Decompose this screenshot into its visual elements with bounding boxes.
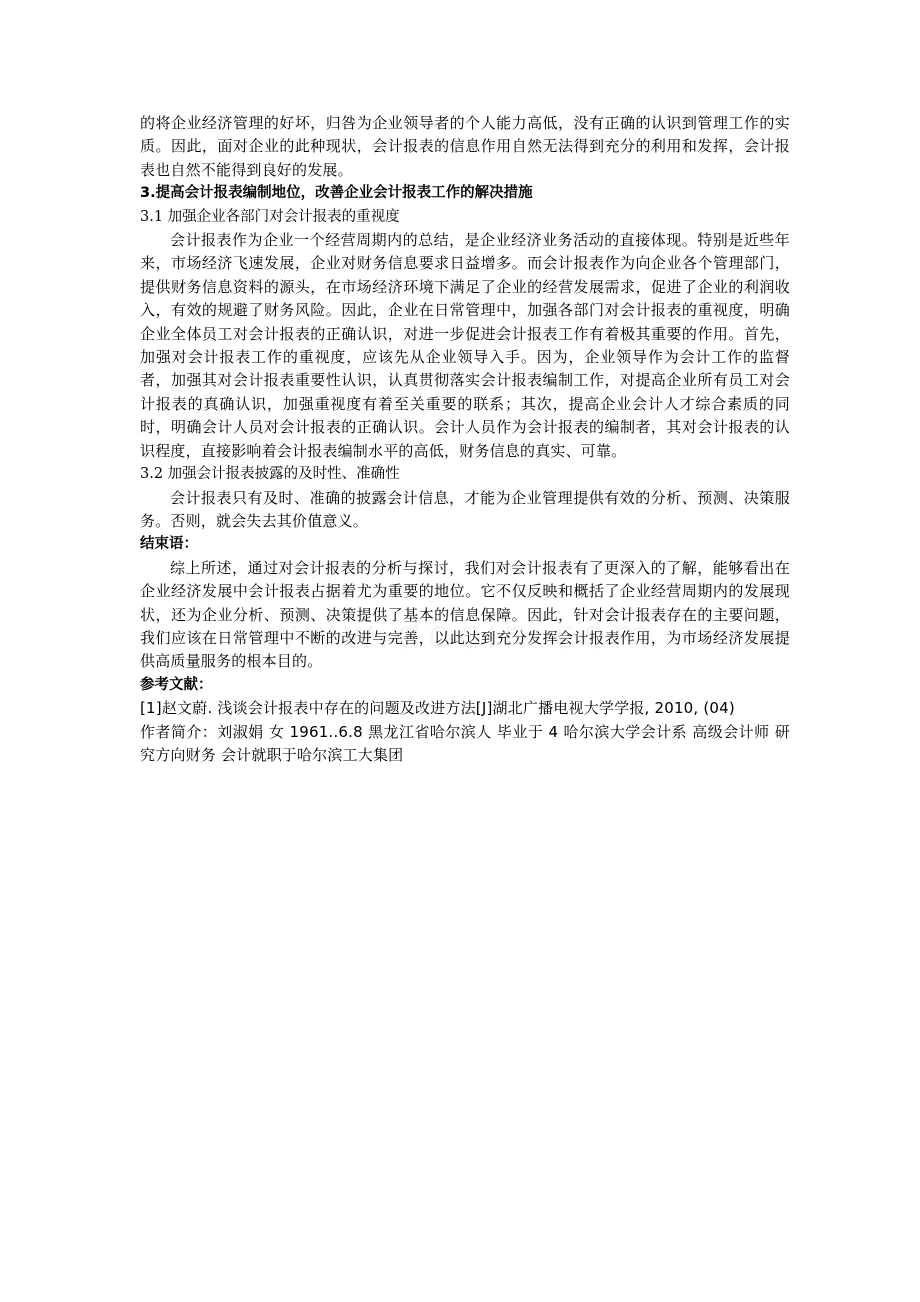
section-heading-3: 3.提高会计报表编制地位，改善企业会计报表工作的解决措施 bbox=[140, 185, 533, 202]
document-page bbox=[140, 112, 790, 767]
conclusion-heading: 结束语： bbox=[140, 536, 198, 553]
paragraph-intro: 的将企业经济管理的好坏，归咎为企业领导者的个人能力高低，没有正确的认识到管理工作的实质。因此，面对企业的此种现状，会计报表的信息作用自然无法得到充分的利用和发挥，会计报表也自然不能得到良好的发展。 bbox=[140, 114, 790, 179]
subsection-heading-3-2: 3.2 加强会计报表披露的及时性、准确性 bbox=[140, 466, 400, 483]
reference-item: [1]赵文蔚. 浅谈会计报表中存在的问题及改进方法[J]湖北广播电视大学学报, 2010, (04) bbox=[140, 699, 735, 718]
paragraph-conclusion: 综上所述，通过对会计报表的分析与探讨，我们对会计报表有了更深入的了解，能够看出在企业经济发展中会计报表占据着尤为重要的地位。它不仅反映和概括了企业经营周期内的发展现状，还为企业分析、预测、决策提供了基本的信息保障。因此，针对会计报表存在的主要问题，我们应该在日常管理中不断的改进与完善，以此达到充分发挥会计报表作用，为市场经济发展提供高质量服务的根本目的。 bbox=[140, 558, 790, 671]
paragraph-3-2: 会计报表只有及时、准确的披露会计信息，才能为企业管理提供有效的分析、预测、决策服务。否则，就会失去其价值意义。 bbox=[140, 488, 790, 530]
author-bio: 作者简介：刘淑娟 女 1961..6.8 黑龙江省哈尔滨人 毕业于 4 哈尔滨大学会计系 高级会计师 研究方向财务 会计就职于哈尔滨工大集团 bbox=[140, 722, 790, 764]
paragraph-3-1: 会计报表作为企业一个经营周期内的总结，是企业经济业务活动的直接体现。特别是近些年来，市场经济飞速发展，企业对财务信息要求日益增多。而会计报表作为向企业各个管理部门，提供财务信息资料的源头，在市场经济环境下满足了企业的经营发展需求，促进了企业的利润收入，有效的规避了财务风险。因此，企业在日常管理中，加强各部门对会计报表的重视度，明确企业全体员工对会计报表的正确认识，对进一步促进会计报表工作有着极其重要的作用。首先，加强对会计报表工作的重视度，应该先从企业领导入手。因为，企业领导作为会计工作的监督者，加强其对会计报表重要性认识，认真贯彻落实会计报表编制工作，对提高企业所有员工对会计报表的真确认识，加强重视度有着至关重要的联系；其次，提高企业会计人才综合素质的同时，明确会计人员对会计报表的正确认识。会计人员作为会计报表的编制者，其对会计报表的认识程度，直接影响着会计报表编制水平的高低，财务信息的真实、可靠。 bbox=[140, 231, 790, 460]
references-heading: 参考文献： bbox=[140, 676, 213, 693]
subsection-heading-3-1: 3.1 加强企业各部门对会计报表的重视度 bbox=[140, 208, 400, 225]
